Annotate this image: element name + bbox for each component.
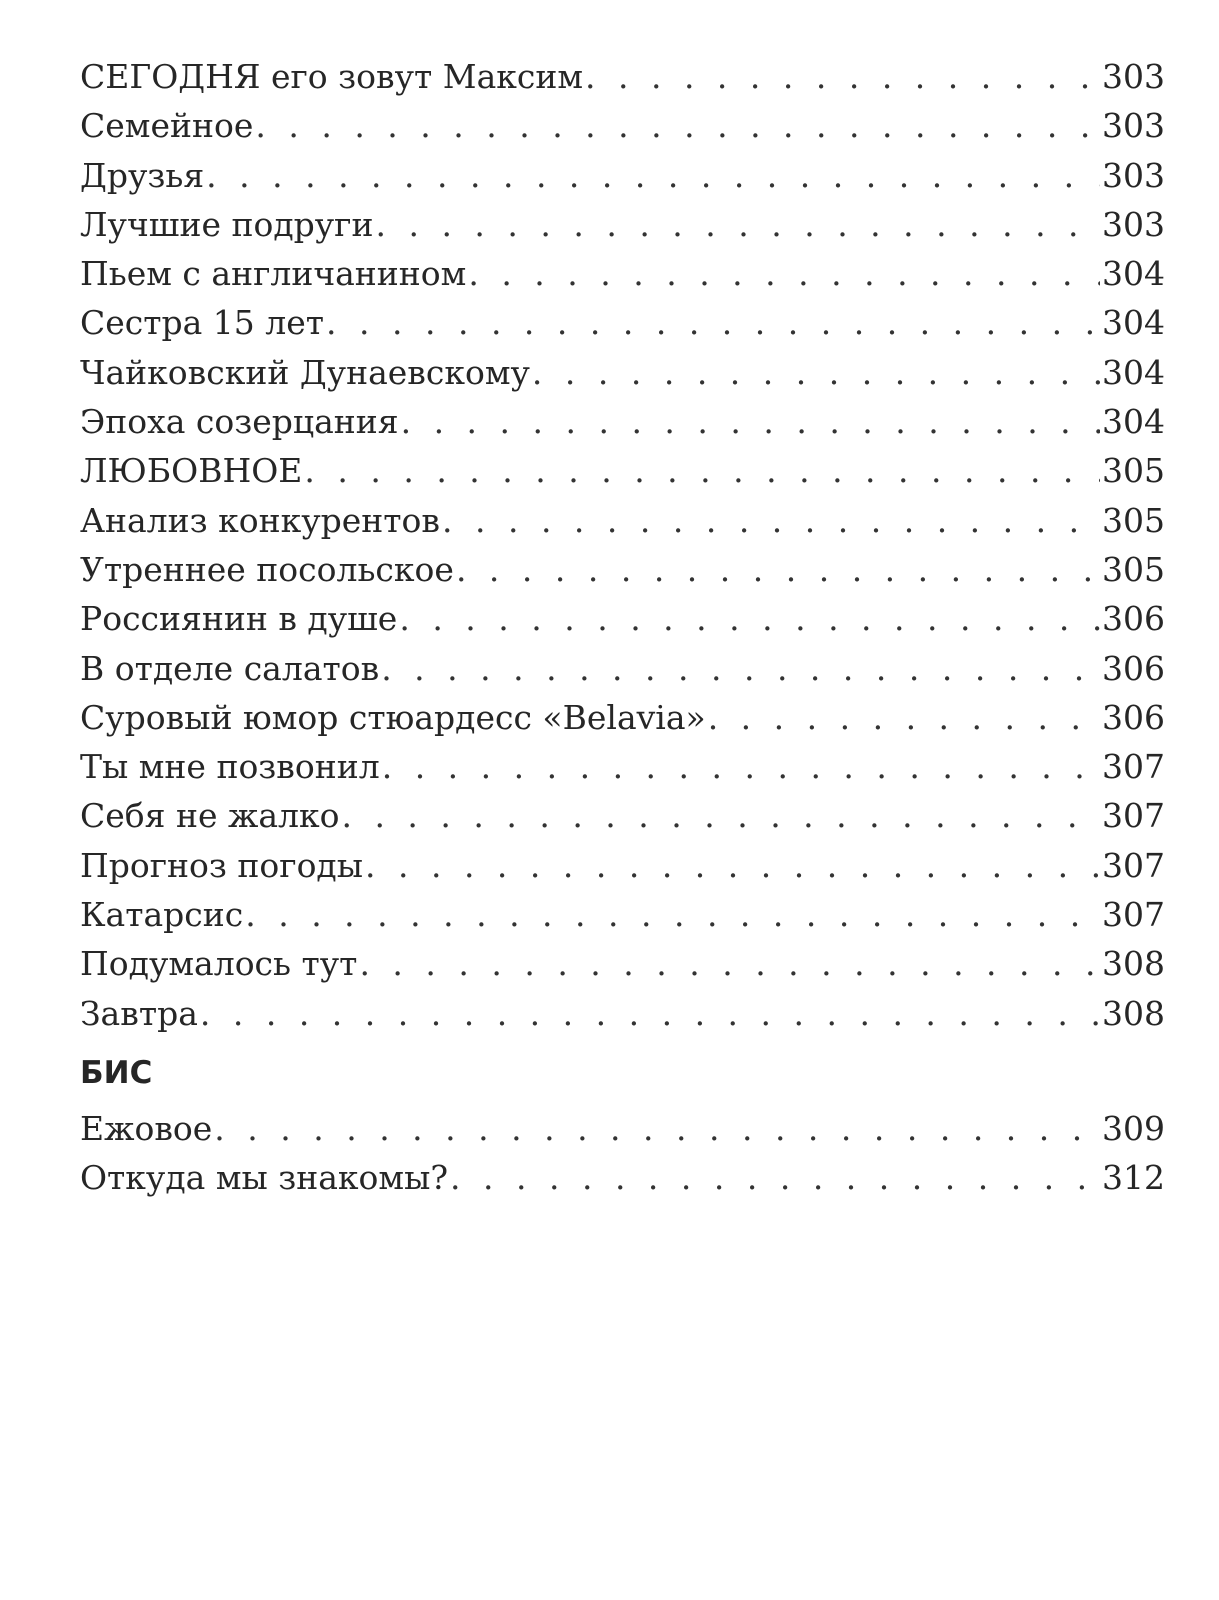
toc-entry-page: 307 bbox=[1102, 845, 1165, 885]
toc-entry-title: Ежовое bbox=[80, 1108, 213, 1148]
dot-leader bbox=[341, 791, 1100, 840]
toc-entry bbox=[80, 1153, 1165, 1202]
toc-entry-page: 307 bbox=[1102, 796, 1165, 836]
toc-entry-page: 306 bbox=[1102, 599, 1165, 639]
toc-entry-title: СЕГОДНЯ его зовут Максим bbox=[80, 57, 584, 96]
dot-leader bbox=[245, 890, 1100, 939]
toc-entry-title: Суровый юмор стюардесс «Belavia» bbox=[80, 697, 706, 737]
toc-entry bbox=[80, 1104, 1165, 1153]
toc-entry-title: Анализ конкурентов bbox=[80, 500, 440, 540]
toc-entry bbox=[80, 496, 1165, 545]
toc-entry-page: 306 bbox=[1102, 648, 1165, 688]
dot-leader bbox=[200, 989, 1100, 1038]
toc-entry bbox=[80, 939, 1165, 988]
toc-entry bbox=[80, 841, 1165, 890]
toc-entry-title: Завтра bbox=[80, 993, 198, 1033]
toc-entry-page: 307 bbox=[1102, 747, 1165, 787]
toc-entry-title: Чайковский Дунаевскому bbox=[80, 352, 530, 392]
toc-entry-page: 303 bbox=[1102, 155, 1165, 195]
dot-leader bbox=[399, 594, 1100, 643]
toc-entry bbox=[80, 545, 1165, 594]
toc-entry-title: Прогноз погоды bbox=[80, 845, 364, 885]
toc-entry-title: Семейное bbox=[80, 106, 254, 146]
dot-leader bbox=[442, 496, 1100, 545]
toc-entry-title: ЛЮБОВНОЕ bbox=[80, 451, 303, 491]
toc-entry-title: Пьем с англичанином bbox=[80, 254, 467, 294]
toc-entry-page: 305 bbox=[1102, 451, 1165, 491]
toc-entry bbox=[80, 348, 1165, 397]
toc-entry-page: 307 bbox=[1102, 895, 1165, 935]
toc-entry bbox=[80, 101, 1165, 150]
toc-entry-page: 312 bbox=[1102, 1158, 1165, 1198]
dot-leader bbox=[365, 841, 1100, 890]
toc-entry-page: 305 bbox=[1102, 500, 1165, 540]
dot-leader bbox=[375, 200, 1100, 249]
dot-leader bbox=[304, 446, 1100, 495]
toc-entry-page: 309 bbox=[1102, 1108, 1165, 1148]
dot-leader bbox=[382, 742, 1100, 791]
toc-entry-page: 304 bbox=[1102, 303, 1165, 343]
dot-leader bbox=[381, 644, 1100, 693]
toc-entry-title: Эпоха созерцания bbox=[80, 402, 399, 442]
toc-entry-page: 305 bbox=[1102, 549, 1165, 589]
toc-entry bbox=[80, 742, 1165, 791]
dot-leader bbox=[532, 348, 1100, 397]
dot-leader bbox=[206, 151, 1100, 200]
table-of-contents bbox=[80, 52, 1165, 1203]
toc-entry bbox=[80, 200, 1165, 249]
toc-entry-page: 308 bbox=[1102, 993, 1165, 1033]
toc-entry bbox=[80, 397, 1165, 446]
toc-entry bbox=[80, 151, 1165, 200]
dot-leader bbox=[255, 101, 1100, 150]
toc-entry bbox=[80, 298, 1165, 347]
toc-entry-title: Откуда мы знакомы? bbox=[80, 1158, 449, 1198]
toc-entry-title: Сестра 15 лет bbox=[80, 303, 325, 343]
toc-entry bbox=[80, 989, 1165, 1038]
dot-leader bbox=[359, 939, 1100, 988]
toc-entry bbox=[80, 249, 1165, 298]
toc-entry-title: Катарсис bbox=[80, 895, 244, 935]
dot-leader bbox=[450, 1153, 1100, 1202]
toc-entry-page: 306 bbox=[1102, 697, 1165, 737]
toc-entry bbox=[80, 644, 1165, 693]
toc-entry-title: Друзья bbox=[80, 155, 205, 195]
toc-entry bbox=[80, 791, 1165, 840]
toc-entry bbox=[80, 890, 1165, 939]
toc-entry-page: 303 bbox=[1102, 204, 1165, 244]
toc-entry-page: 308 bbox=[1102, 944, 1165, 984]
dot-leader bbox=[585, 52, 1100, 101]
section-heading: БИС bbox=[80, 1054, 153, 1091]
toc-entry-title: Утреннее посольское bbox=[80, 549, 454, 589]
toc-entry-title: Ты мне позвонил bbox=[80, 747, 380, 787]
dot-leader bbox=[401, 397, 1100, 446]
toc-entry-title: В отделе салатов bbox=[80, 648, 380, 688]
toc-entry-title: Подумалось тут bbox=[80, 944, 358, 984]
toc-entry-page: 304 bbox=[1102, 402, 1165, 442]
toc-entry-page: 303 bbox=[1102, 106, 1165, 146]
dot-leader bbox=[326, 298, 1100, 347]
toc-entry-title: Лучшие подруги bbox=[80, 204, 374, 244]
toc-entry-page: 304 bbox=[1102, 352, 1165, 392]
dot-leader bbox=[456, 545, 1100, 594]
toc-entry bbox=[80, 693, 1165, 742]
dot-leader bbox=[708, 693, 1100, 742]
toc-entry-title: Россиянин в душе bbox=[80, 599, 398, 639]
toc-entry-page: 304 bbox=[1102, 254, 1165, 294]
dot-leader bbox=[214, 1104, 1100, 1153]
toc-entry bbox=[80, 594, 1165, 643]
toc-entry bbox=[80, 446, 1165, 495]
dot-leader bbox=[468, 249, 1100, 298]
toc-entry bbox=[80, 52, 1165, 101]
toc-entry-title: Себя не жалко bbox=[80, 796, 340, 836]
toc-entry-page: 303 bbox=[1102, 57, 1165, 96]
